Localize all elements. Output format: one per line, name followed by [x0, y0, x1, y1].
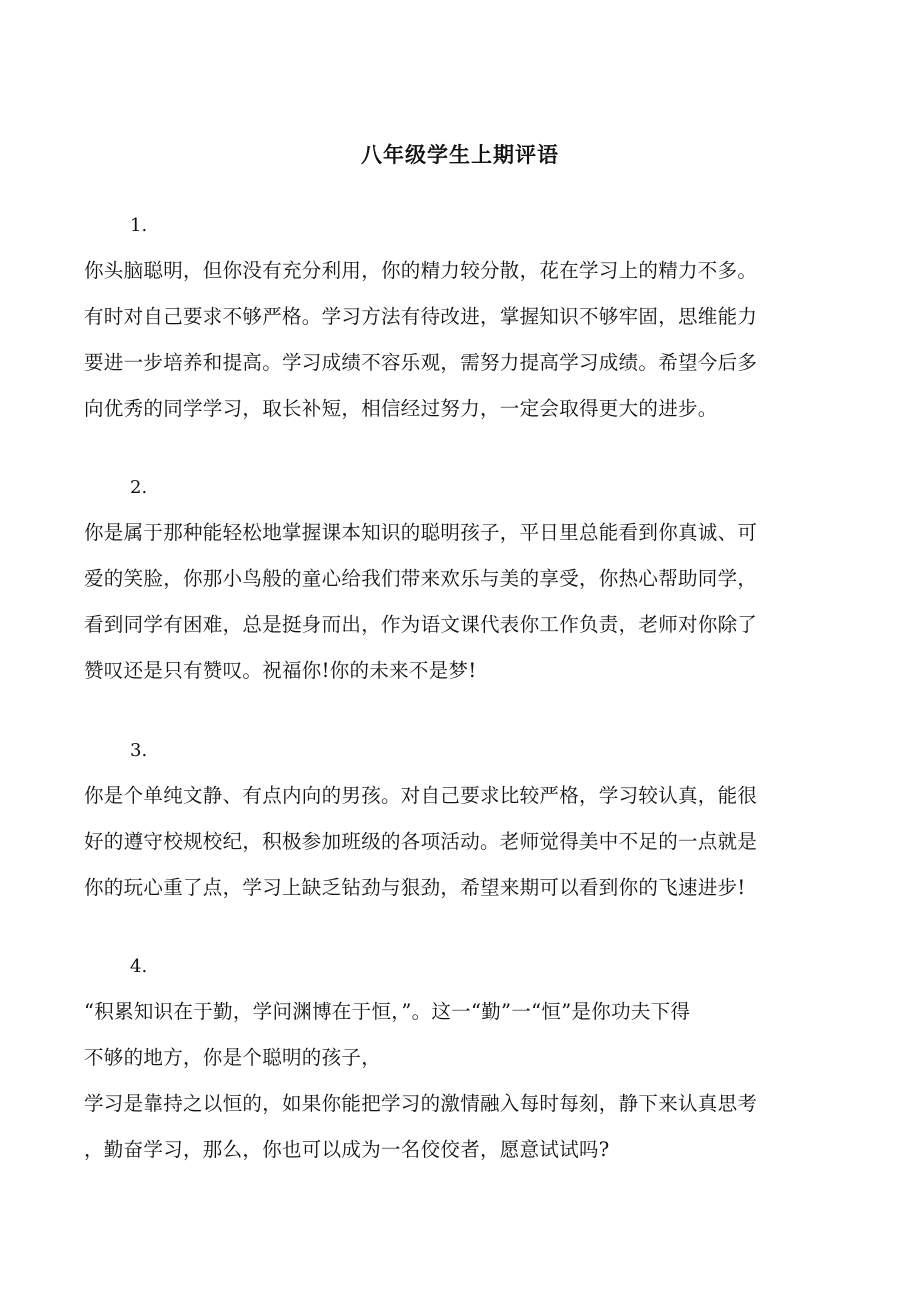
entry-3-line-1: 你是个单纯文静、有点内向的男孩。对自己要求比较严格，学习较认真，能很: [84, 784, 758, 807]
entry-4-line-4: ，勤奋学习，那么，你也可以成为一名佼佼者，愿意试试吗?: [84, 1138, 610, 1161]
entry-3-line-3: 你的玩心重了点，学习上缺乏钻劲与狠劲，希望来期可以看到你的飞速进步!: [84, 876, 746, 899]
document-title: 八年级学生上期评语: [361, 142, 559, 167]
entry-4-line-3: 学习是靠持之以恒的，如果你能把学习的激情融入每时每刻，静下来认真思考: [84, 1092, 758, 1115]
entry-2-number: 2.: [130, 477, 148, 498]
entry-2-line-2: 爱的笑脸，你那小鸟般的童心给我们带来欢乐与美的享受，你热心帮助同学，: [84, 567, 758, 590]
entry-4-number: 4.: [130, 956, 148, 977]
entry-2-line-4: 赞叹还是只有赞叹。祝福你!你的未来不是梦!: [84, 659, 477, 682]
entry-3-number: 3.: [130, 740, 148, 761]
entry-2-line-1: 你是属于那种能轻松地掌握课本知识的聪明孩子，平日里总能看到你真诚、可: [84, 521, 758, 544]
entry-3-line-2: 好的遵守校规校纪，积极参加班级的各项活动。老师觉得美中不足的一点就是: [84, 830, 758, 853]
entry-1-line-1: 你头脑聪明，但你没有充分利用，你的精力较分散，花在学习上的精力不多。: [84, 259, 758, 282]
entry-1-text: [84, 248, 824, 432]
entry-4-text: [84, 989, 824, 1173]
entry-4-line-2: 不够的地方，你是个聪明的孩子，: [84, 1046, 382, 1069]
entry-1-line-2: 有时对自己要求不够严格。学习方法有待改进，掌握知识不够牢固，思维能力: [84, 305, 758, 328]
entry-1-line-4: 向优秀的同学学习，取长补短，相信经过努力，一定会取得更大的进步。: [84, 397, 718, 420]
entry-1-number: 1.: [130, 215, 148, 236]
entry-1-line-3: 要进一步培养和提高。学习成绩不容乐观，需努力提高学习成绩。希望今后多: [84, 351, 758, 374]
entry-3-text: [84, 773, 824, 911]
entry-4-line-1: “积累知识在于勤，学问渊博在于恒，”。这一“勤”一“恒”是你功夫下得: [84, 1000, 691, 1023]
entry-2-line-3: 看到同学有困难，总是挺身而出，作为语文课代表你工作负责，老师对你除了: [84, 613, 758, 636]
entry-2-text: [84, 510, 824, 694]
